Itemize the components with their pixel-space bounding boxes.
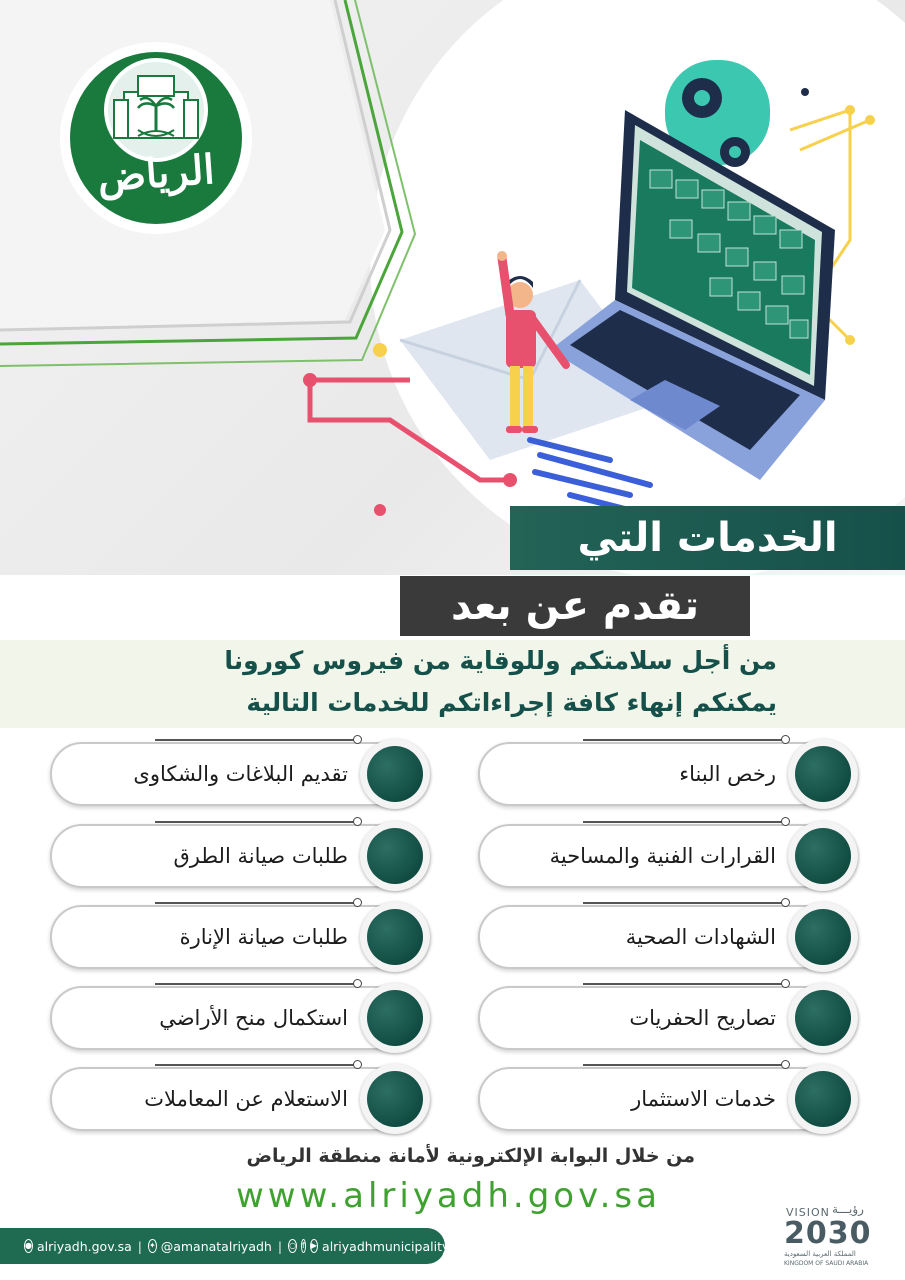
- social-bar: [0, 1228, 450, 1264]
- vision-kingdom-ar: المملكة العربية السعودية: [784, 1250, 856, 1258]
- website-icon: ●: [24, 1239, 33, 1253]
- service-label: رخص البناء: [679, 762, 776, 786]
- service-bullet-icon: [788, 821, 858, 891]
- service-label: تصاريح الحفريات: [629, 1006, 776, 1030]
- service-label: خدمات الاستثمار: [631, 1087, 776, 1111]
- heading-line2: تقدم عن بعد: [400, 576, 750, 636]
- heading-line1: الخدمات التي: [510, 506, 905, 570]
- intro-line2: يمكنكم إنهاء كافة إجراءاتكم للخدمات التالية: [246, 688, 777, 717]
- service-label: طلبات صيانة الإنارة: [179, 925, 348, 949]
- website-url[interactable]: www.alriyadh.gov.sa: [236, 1176, 661, 1216]
- service-label: الشهادات الصحية: [625, 925, 776, 949]
- service-pill[interactable]: [50, 742, 430, 806]
- vision-kingdom-en: KINGDOM OF SAUDI ARABIA: [784, 1260, 869, 1267]
- service-pill[interactable]: [478, 1067, 858, 1131]
- service-pill[interactable]: [50, 986, 430, 1050]
- vision-year: 2030: [784, 1216, 872, 1251]
- social-handles[interactable]: alriyadhmunicipality: [322, 1238, 450, 1254]
- separator: |: [277, 1238, 283, 1254]
- service-bullet-icon: [360, 983, 430, 1053]
- service-pill[interactable]: [50, 1067, 430, 1131]
- youtube-icon: ▶: [310, 1239, 318, 1253]
- twitter-handle[interactable]: @amanatalriyadh: [160, 1238, 272, 1254]
- service-pill[interactable]: [478, 742, 858, 806]
- service-pill[interactable]: [50, 824, 430, 888]
- service-bullet-icon: [360, 1064, 430, 1134]
- service-bullet-icon: [788, 983, 858, 1053]
- service-label: القرارات الفنية والمساحية: [549, 844, 776, 868]
- service-bullet-icon: [788, 902, 858, 972]
- portal-note: من خلال البوابة الإلكترونية لأمانة منطقة الرياض: [246, 1145, 695, 1167]
- facebook-icon: f: [301, 1239, 306, 1253]
- website-handle[interactable]: alriyadh.gov.sa: [36, 1238, 132, 1254]
- service-bullet-icon: [360, 821, 430, 891]
- service-label: الاستعلام عن المعاملات: [144, 1087, 348, 1111]
- vision-label-ar: رؤيـــة: [832, 1202, 864, 1216]
- service-pill[interactable]: [50, 905, 430, 969]
- service-label: استكمال منح الأراضي: [159, 1006, 348, 1030]
- intro-line1: من أجل سلامتكم وللوقاية من فيروس كورونا: [224, 646, 777, 675]
- vision-2030-logo: [780, 1200, 880, 1270]
- service-bullet-icon: [788, 1064, 858, 1134]
- instagram-icon: ○: [288, 1239, 297, 1253]
- service-pill[interactable]: [478, 905, 858, 969]
- service-pill[interactable]: [478, 824, 858, 888]
- logo-city-name: الرياض: [95, 145, 217, 202]
- service-label: تقديم البلاغات والشكاوى: [133, 762, 348, 786]
- service-bullet-icon: [360, 902, 430, 972]
- twitter-icon: ✦: [148, 1239, 157, 1253]
- separator: |: [137, 1238, 142, 1254]
- service-pill[interactable]: [478, 986, 858, 1050]
- service-bullet-icon: [360, 739, 430, 809]
- laptop-illustration: [270, 40, 905, 540]
- service-label: طلبات صيانة الطرق: [173, 844, 348, 868]
- vision-label-en: VISION: [786, 1206, 830, 1219]
- service-bullet-icon: [788, 739, 858, 809]
